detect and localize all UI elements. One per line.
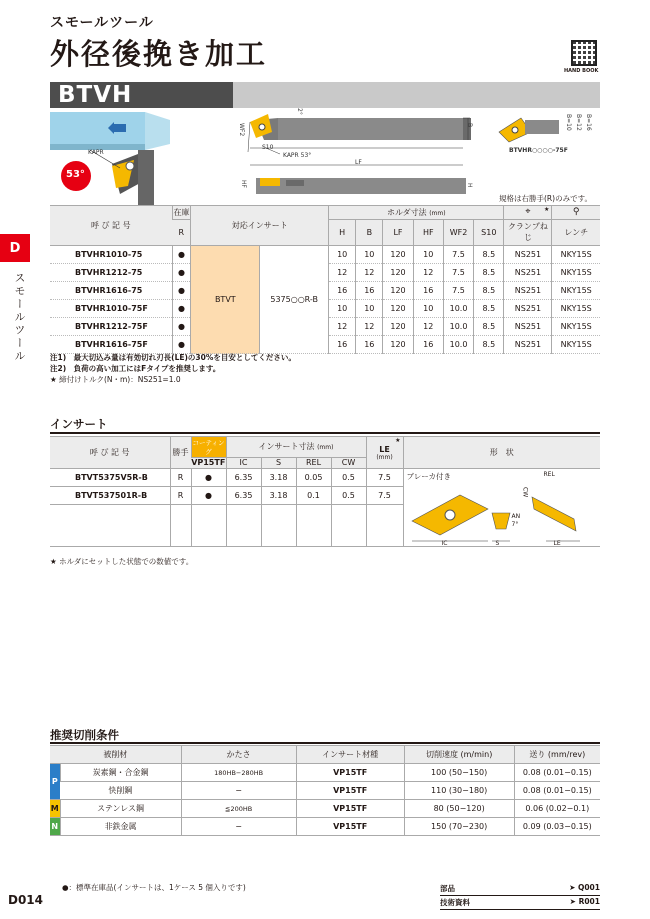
application-illustration xyxy=(50,108,200,206)
insert-section-title: インサート xyxy=(50,417,108,431)
row-cw: 0.5 xyxy=(331,487,366,505)
th-stock-r: R xyxy=(172,219,191,245)
row-feed: 0.09 (0.03−0.15) xyxy=(514,818,600,836)
row-wf2: 10.0 xyxy=(443,300,473,318)
row-s10: 8.5 xyxy=(474,318,504,336)
row-h: 12 xyxy=(329,264,356,282)
ref-link[interactable]: ➤ R001 xyxy=(569,897,600,906)
row-b: 10 xyxy=(356,246,383,264)
row-s10: 8.5 xyxy=(474,282,504,300)
row-hf: 16 xyxy=(413,282,443,300)
row-code: BTVHR1212-75F xyxy=(50,318,172,336)
row-hand: R xyxy=(170,469,191,487)
row-material: 非鉄金属 xyxy=(60,818,181,836)
th-material: 被削材 xyxy=(50,746,181,764)
row-s10: 8.5 xyxy=(474,300,504,318)
row-speed: 110 (30−180) xyxy=(404,782,514,800)
row-le: 7.5 xyxy=(366,469,403,487)
th-h: H xyxy=(329,219,356,245)
th-wrench-icon xyxy=(552,206,600,220)
th-rel: REL xyxy=(296,457,331,468)
page-title: 外径後挽き加工 xyxy=(50,37,268,71)
screw-icon: ⌖ xyxy=(525,207,531,218)
row-hf: 10 xyxy=(413,300,443,318)
row-grade: VP15TF xyxy=(296,800,404,818)
row-material: 炭素鋼・合金鋼 xyxy=(60,764,181,782)
f-dim-b10: B=10 xyxy=(565,114,572,131)
th-feed: 送り (mm/rev) xyxy=(514,746,600,764)
shape-dim-ic: IC xyxy=(441,540,448,547)
group-p: P xyxy=(50,764,60,800)
dim-2deg: 2° xyxy=(296,108,303,115)
row-wf2: 7.5 xyxy=(443,246,473,264)
row-stock: ● xyxy=(172,246,191,264)
holder-notes xyxy=(50,352,296,385)
group-n: N xyxy=(50,818,60,836)
qr-label: HAND BOOK xyxy=(564,68,599,74)
row-h: 16 xyxy=(329,336,356,354)
row-grade: VP15TF xyxy=(296,764,404,782)
dim-wf2: WF2 xyxy=(238,123,245,137)
ref-label: 部品 xyxy=(440,884,455,893)
shape-label: ブレーカ付き xyxy=(406,472,452,481)
row-hardness: − xyxy=(181,818,296,836)
row-s: 3.18 xyxy=(261,487,296,505)
row-b: 16 xyxy=(356,336,383,354)
table-row xyxy=(50,782,600,800)
row-code: BTVHR1616-75F xyxy=(50,336,172,354)
th-clamp-icon: ⌖ ★ xyxy=(504,206,552,220)
row-speed: 100 (50−150) xyxy=(404,764,514,782)
row-clamp: NS251 xyxy=(504,300,552,318)
th-le: LE (mm) ★ xyxy=(366,437,403,469)
row-wrench: NKY15S xyxy=(552,300,600,318)
row-hf: 16 xyxy=(413,336,443,354)
th-grade: インサート材種 xyxy=(296,746,404,764)
row-s10: 8.5 xyxy=(474,246,504,264)
row-hardness: 180HB−280HB xyxy=(181,764,296,782)
th-hf: HF xyxy=(413,219,443,245)
model-title: BTVH xyxy=(58,82,133,108)
row-stock: ● xyxy=(172,336,191,354)
th-b: B xyxy=(356,219,383,245)
row-le: 7.5 xyxy=(366,487,403,505)
row-code: BTVHR1010-75 xyxy=(50,246,172,264)
row-lf: 120 xyxy=(383,282,413,300)
row-lf: 120 xyxy=(383,318,413,336)
row-wf2: 7.5 xyxy=(443,282,473,300)
row-feed: 0.06 (0.02−0.1) xyxy=(514,800,600,818)
th-designation: 呼 び 記 号 xyxy=(50,206,172,246)
row-stock: ● xyxy=(172,282,191,300)
row-wf2: 10.0 xyxy=(443,318,473,336)
dim-lf: LF xyxy=(355,159,362,166)
row-grade: ● xyxy=(191,469,226,487)
row-feed: 0.08 (0.01−0.15) xyxy=(514,764,600,782)
ref-technical[interactable] xyxy=(440,896,600,910)
qr-code-icon[interactable] xyxy=(571,40,597,66)
row-hardness: − xyxy=(181,782,296,800)
dim-h: H xyxy=(466,183,473,188)
dim-s10: S10 xyxy=(262,144,274,151)
th-speed: 切削速度 (m/min) xyxy=(404,746,514,764)
row-speed: 150 (70−230) xyxy=(404,818,514,836)
holder-spec-table xyxy=(50,205,600,354)
row-b: 12 xyxy=(356,264,383,282)
shape-dim-cw: CW xyxy=(521,487,529,498)
ref-label: 技術資料 xyxy=(440,898,470,907)
th-grade: VP15TF xyxy=(191,458,226,468)
note-1: 注1) 最大切込み量は有効切れ刃長(LE)の30%を目安としてください。 xyxy=(50,353,296,362)
th-s: S xyxy=(261,457,296,468)
row-wrench: NKY15S xyxy=(552,336,600,354)
th-lf: LF xyxy=(383,219,413,245)
row-material: 快削鋼 xyxy=(60,782,181,800)
footer-stock-note: ●：標準在庫品(インサートは、1ケース 5 個入りです) xyxy=(62,883,246,892)
shape-dim-7deg: 7° xyxy=(511,521,519,528)
row-ic: 6.35 xyxy=(226,469,261,487)
note-3: ★ 締付けトルク(N・m)：NS251=1.0 xyxy=(50,375,181,384)
th-wf2: WF2 xyxy=(443,219,473,245)
th-wrench: レンチ xyxy=(552,219,600,245)
category-label: スモールツール xyxy=(50,15,154,31)
row-b: 10 xyxy=(356,300,383,318)
row-h: 16 xyxy=(329,282,356,300)
dim-b: B xyxy=(466,123,473,128)
ref-link[interactable]: ➤ Q001 xyxy=(569,883,600,892)
row-clamp: NS251 xyxy=(504,318,552,336)
row-stock: ● xyxy=(172,318,191,336)
dim-hf: HF xyxy=(240,180,247,188)
th-clamp: クランプねじ xyxy=(504,219,552,245)
row-h: 12 xyxy=(329,318,356,336)
th-ic: IC xyxy=(226,457,261,468)
angle-badge-text: 53° xyxy=(66,169,85,180)
row-s: 3.18 xyxy=(261,469,296,487)
row-wrench: NKY15S xyxy=(552,318,600,336)
holder-side-view xyxy=(246,172,476,200)
row-clamp: NS251 xyxy=(504,336,552,354)
th-coating: コーティング xyxy=(191,437,226,458)
right-hand-note: 規格は右勝手(R)のみです。 xyxy=(499,194,592,203)
row-b: 12 xyxy=(356,318,383,336)
row-material: ステンレス鋼 xyxy=(60,800,181,818)
f-type-detail xyxy=(495,112,565,148)
row-wrench: NKY15S xyxy=(552,246,600,264)
f-dim-b16: B=16 xyxy=(585,114,592,131)
row-hf: 12 xyxy=(413,318,443,336)
side-tab-d[interactable]: D xyxy=(0,234,30,262)
row-clamp: NS251 xyxy=(504,264,552,282)
row-rel: 0.1 xyxy=(296,487,331,505)
row-grade: VP15TF xyxy=(296,818,404,836)
row-code: BTVHR1010-75F xyxy=(50,300,172,318)
table-row xyxy=(50,764,600,782)
row-grade: ● xyxy=(191,487,226,505)
row-code: BTVT5375V5R-B xyxy=(50,469,170,487)
row-code: BTVT537501R-B xyxy=(50,487,170,505)
row-rel: 0.05 xyxy=(296,469,331,487)
group-m: M xyxy=(50,800,60,818)
table-row xyxy=(50,800,600,818)
insert-section-rule xyxy=(50,432,600,434)
side-label: スモールツール xyxy=(13,272,26,363)
th-hardness: かたさ xyxy=(181,746,296,764)
row-hand: R xyxy=(170,487,191,505)
kapr-label: KAPR xyxy=(88,149,104,156)
row-code: BTVHR1212-75 xyxy=(50,264,172,282)
cutting-conditions-table xyxy=(50,745,600,836)
row-stock: ● xyxy=(172,300,191,318)
insert-spec-table xyxy=(50,436,600,547)
th-insert: 対応インサート xyxy=(191,206,329,246)
insert-name: BTVT xyxy=(191,246,260,354)
row-grade: VP15TF xyxy=(296,782,404,800)
insert-footnote: ★ ホルダにセットした状態での数値です。 xyxy=(50,557,194,566)
th-insert-dims: インサート寸法 (mm) xyxy=(226,437,366,458)
th-insert-designation: 呼 び 記 号 xyxy=(50,437,170,469)
feed-arrow-icon xyxy=(114,124,126,132)
cutting-section-title: 推奨切削条件 xyxy=(50,728,119,742)
f-dim-b12: B=12 xyxy=(575,114,582,131)
row-lf: 120 xyxy=(383,336,413,354)
row-cw: 0.5 xyxy=(331,469,366,487)
row-hf: 12 xyxy=(413,264,443,282)
page-code: D014 xyxy=(8,893,44,907)
row-h: 10 xyxy=(329,246,356,264)
shape-dim-le: LE xyxy=(553,540,561,547)
note-2: 注2) 負荷の高い加工にはFタイプを推奨します。 xyxy=(50,364,221,373)
f-type-label: BTVHR○○○○-75F xyxy=(509,147,568,154)
row-wf2: 10.0 xyxy=(443,336,473,354)
row-ic: 6.35 xyxy=(226,487,261,505)
wrench-icon: ⚲ xyxy=(572,207,580,218)
shape-dim-rel: REL xyxy=(543,471,555,478)
row-lf: 120 xyxy=(383,246,413,264)
row-speed: 80 (50−120) xyxy=(404,800,514,818)
row-code: BTVHR1616-75 xyxy=(50,282,172,300)
th-stock: 在庫 xyxy=(172,206,191,220)
row-wf2: 7.5 xyxy=(443,264,473,282)
row-wrench: NKY15S xyxy=(552,264,600,282)
insert-shape-drawing xyxy=(406,479,586,549)
row-hf: 10 xyxy=(413,246,443,264)
row-b: 16 xyxy=(356,282,383,300)
table-row xyxy=(50,469,600,487)
th-cw: CW xyxy=(331,457,366,468)
th-dims: ホルダ寸法 (mm) xyxy=(329,206,504,220)
row-h: 10 xyxy=(329,300,356,318)
table-row xyxy=(50,818,600,836)
row-hardness: ≦200HB xyxy=(181,800,296,818)
th-s10: S10 xyxy=(474,219,504,245)
table-row xyxy=(50,246,600,264)
dim-kapr: KAPR 53° xyxy=(283,152,312,159)
shape-dim-an: AN xyxy=(511,513,521,520)
th-shape: 形 状 xyxy=(403,437,600,469)
model-bar xyxy=(50,82,600,108)
row-lf: 120 xyxy=(383,300,413,318)
ref-parts[interactable] xyxy=(440,882,600,896)
row-feed: 0.08 (0.01−0.15) xyxy=(514,782,600,800)
th-hand: 勝手 xyxy=(170,437,191,469)
row-clamp: NS251 xyxy=(504,282,552,300)
row-clamp: NS251 xyxy=(504,246,552,264)
row-s10: 8.5 xyxy=(474,264,504,282)
cutting-section-rule xyxy=(50,742,600,744)
shape-dim-s: S xyxy=(495,540,500,547)
insert-code: 5375○○R-B xyxy=(260,246,329,354)
row-wrench: NKY15S xyxy=(552,282,600,300)
row-lf: 120 xyxy=(383,264,413,282)
row-s10: 8.5 xyxy=(474,336,504,354)
shape-cell xyxy=(403,469,600,547)
row-stock: ● xyxy=(172,264,191,282)
reference-table xyxy=(440,882,600,910)
